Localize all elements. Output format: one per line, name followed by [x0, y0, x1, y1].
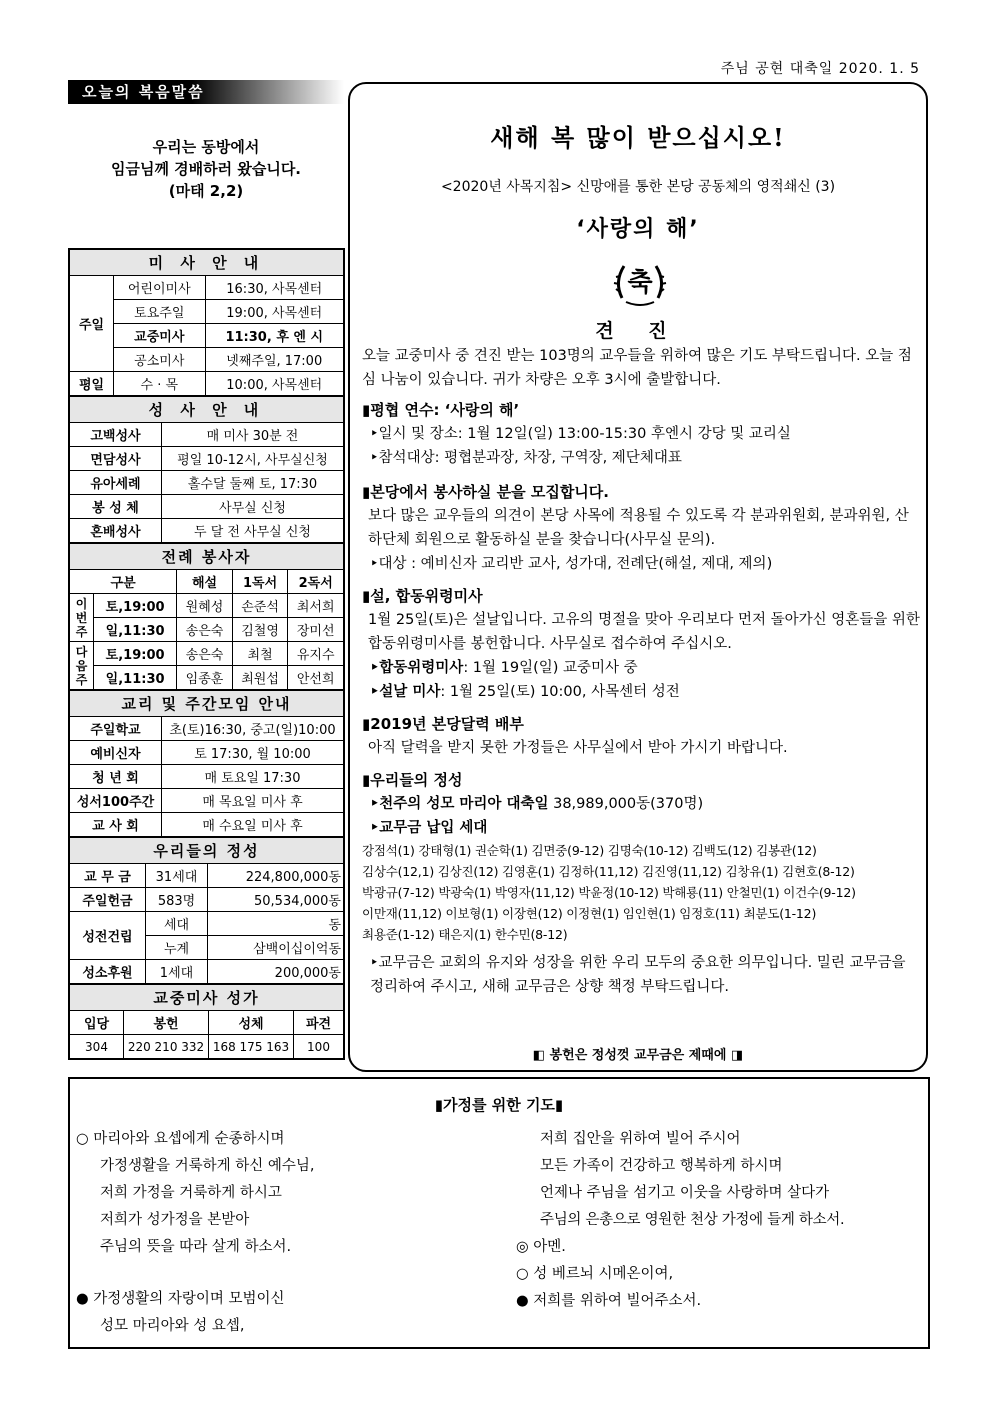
sacrament-name: 면담성사 [70, 447, 162, 471]
mass-name: 공소미사 [114, 348, 206, 372]
bullet-text: : 1월 19일(일) 교중미사 중 [463, 660, 638, 676]
hymn-header: 입당 [70, 1011, 124, 1035]
servers-header: 해설 [177, 570, 233, 594]
mass-name: 어린이미사 [114, 276, 206, 300]
section-lay-training: ▮평협 연수: ‘사랑의 해’ ‣일시 및 장소: 1월 12일(일) 13:00-15:30 후엔시 강당 및 교리실 ‣참석대상: 평협분과장, 차장, 구역장, 제단체대표 [362, 398, 922, 470]
section-title: 평협 연수: ‘사랑의 해’ [370, 401, 520, 419]
mass-name: 수 · 목 [114, 372, 206, 396]
catechism-name: 예비신자 [70, 741, 162, 765]
catechism-name: 교 사 회 [70, 813, 162, 837]
building-amount: 동 [208, 912, 344, 936]
building-name: 성전건립 [70, 912, 146, 960]
section-title: 본당에서 봉사하실 분을 모집합니다. [370, 483, 609, 501]
building-amount: 삼백이십이억동 [208, 936, 344, 960]
bullet-label: ‣합동위령미사 [370, 660, 464, 676]
server-time: 토,19:00 [94, 642, 177, 666]
prayer-line: 주님의 은총으로 영원한 천상 가정에 들게 하소서. [540, 1212, 845, 1228]
server-name: 김철영 [232, 618, 288, 642]
sunday-label: 주일 [70, 276, 114, 372]
server-name: 원혜성 [177, 594, 233, 618]
offering-count: 31세대 [146, 864, 208, 888]
offering-slogan: ◧ 봉헌은 정성껏 교무금은 제때에 ◨ [532, 1048, 744, 1063]
section-calendar: ▮2019년 본당달력 배부 아직 달력을 받지 못한 가정들은 사무실에서 받아 가시기 바랍니다. [362, 712, 922, 760]
prayer-left-column [76, 1126, 496, 1340]
confirmation-title: 견 진 [595, 320, 681, 342]
catechism-name: 성서100주간 [70, 789, 162, 813]
server-name: 최원섭 [232, 666, 288, 690]
confirmation-text: 오늘 교중미사 중 견진 받는 103명의 교우들을 위하여 많은 기도 부탁드립니다. 오늘 점심 나눔이 있습니다. 귀가 차량은 오후 3시에 출발합니다. [362, 348, 912, 388]
weekday-label: 평일 [70, 372, 114, 396]
donor-line: 이만재(11,12) 이보형(1) 이장현(12) 이정현(1) 임인현(1) 임정호(11) 최분도(1-12) [362, 906, 817, 921]
mass-info: 19:00, 사목센터 [205, 300, 343, 324]
donor-line: 김상수(12,1) 김상진(12) 김영훈(1) 김정하(11,12) 김진영(11,12) 김창유(1) 김현호(8-12) [362, 864, 855, 879]
server-name: 장미선 [288, 618, 344, 642]
server-name: 송은숙 [177, 618, 233, 642]
offering-amount: 50,534,000동 [208, 888, 344, 912]
catechism-title: 교리 및 주간모임 안내 [70, 691, 344, 717]
prayer-line: 가정생활을 거룩하게 하신 예수님, [100, 1158, 315, 1174]
hymn-header: 성체 [209, 1011, 294, 1035]
mass-info: 10:00, 사목센터 [205, 372, 343, 396]
donor-names [362, 840, 922, 945]
gospel-line: (마태 2,2) [168, 182, 244, 200]
prayer-line: 저희 가정을 거룩하게 하시고 [100, 1185, 282, 1201]
sacrament-name: 혼배성사 [70, 519, 162, 543]
sacrament-table [69, 396, 344, 543]
catechism-info: 매 수요일 미사 후 [162, 813, 344, 837]
sacrament-name: 고백성사 [70, 423, 162, 447]
bullet-label: ‣교무금 납입 세대 [370, 820, 488, 836]
servers-header: 1독서 [232, 570, 288, 594]
prayer-line: 저희 집안을 위하여 빌어 주시어 [540, 1131, 741, 1147]
sacrament-name: 유아세례 [70, 471, 162, 495]
section-title: 우리들의 정성 [370, 771, 463, 789]
server-name: 유지수 [288, 642, 344, 666]
offering-note-text: ‣교무금은 교회의 유지와 성장을 위한 우리 모두의 중요한 의무입니다. 밀린 교무금을 정리하여 주시고, 새해 교무금은 상향 책정 부탁드립니다. [370, 955, 906, 995]
server-name: 최철 [232, 642, 288, 666]
prayer-line: ◎ 아멘. [516, 1239, 566, 1255]
section-text: 1월 25일(토)은 설날입니다. 고유의 명절을 맞아 우리보다 먼저 돌아가신 영혼들을 위한 합동위령미사를 봉헌합니다. 사무실로 접수하여 주십시오. [368, 612, 920, 652]
mass-info: 16:30, 사목센터 [205, 276, 343, 300]
next-week-label: 다음주 [70, 642, 94, 690]
pastoral-guideline: <2020년 사목지침> 신망애를 통한 본당 공동체의 영적쇄신 (3) [440, 179, 836, 195]
prayer-line: ○ 성 베르뇌 시메온이여, [516, 1266, 674, 1282]
support-name: 성소후원 [70, 960, 146, 984]
prayer-line: 모든 가족이 건강하고 행복하게 하시며 [540, 1158, 783, 1174]
bullet-label: ‣천주의 성모 마리아 대축일 [370, 796, 549, 812]
sacrament-info: 홀수달 둘째 토, 17:30 [162, 471, 344, 495]
catechism-info: 토 17:30, 월 10:00 [162, 741, 344, 765]
sacrament-title: 성 사 안 내 [70, 397, 344, 423]
prayer-line: ● 가정생활의 자랑이며 모범이신 [76, 1291, 285, 1307]
prayer-line: 저희가 성가정을 본받아 [100, 1212, 250, 1228]
server-name: 최서희 [288, 594, 344, 618]
sacrament-info: 사무실 신청 [162, 495, 344, 519]
section-title: 설, 합동위령미사 [370, 587, 483, 605]
prayer-right-column [516, 1126, 926, 1315]
section-title: 2019년 본당달력 배부 [370, 715, 524, 733]
gospel-line: 임금님께 경배하러 왔습니다. [110, 160, 302, 178]
server-time: 일,11:30 [94, 618, 177, 642]
server-time: 토,19:00 [94, 594, 177, 618]
donor-line: 박광규(7-12) 박광숙(1) 박영자(11,12) 박윤정(10-12) 박해룡(11) 안철민(1) 이건수(9-12) [362, 885, 856, 900]
bullet-text: 38,989,000동(370명) [548, 796, 704, 812]
servers-header: 2독서 [288, 570, 344, 594]
catechism-table [69, 690, 344, 837]
server-name: 손준석 [232, 594, 288, 618]
offering-table [69, 837, 344, 984]
bullet-text: : 1월 25일(토) 10:00, 사목센터 성전 [440, 684, 680, 700]
section-text: 보다 많은 교우들의 의견이 본당 사목에 적용될 수 있도록 각 분과위원회, 분과위원, 산하단체 회원으로 활동하실 분을 찾습니다(사무실 문의). [368, 508, 909, 548]
mass-name: 토요주일 [114, 300, 206, 324]
sacrament-info: 평일 10-12시, 사무실신청 [162, 447, 344, 471]
hymn-value: 220 210 332 [124, 1035, 209, 1059]
gospel-verse [68, 136, 344, 202]
mass-name: 교중미사 [114, 324, 206, 348]
hymns-title: 교중미사 성가 [70, 985, 344, 1011]
prayer-line: 성모 마리아와 성 요셉, [100, 1318, 245, 1334]
year-title: ‘사랑의 해’ [576, 217, 700, 242]
gospel-title: 오늘의 복음말씀 [68, 80, 344, 104]
prayer-line: ● 저희를 위하여 빌어주소서. [516, 1293, 702, 1309]
new-year-greeting: 새해 복 많이 받으십시오! [490, 123, 786, 152]
gospel-line: 우리는 동방에서 [152, 138, 260, 156]
server-time: 일,11:30 [94, 666, 177, 690]
prayer-line: ○ 마리아와 요셉에게 순종하시며 [76, 1131, 285, 1147]
offering-name: 교 무 금 [70, 864, 146, 888]
offering-count: 583명 [146, 888, 208, 912]
catechism-info: 매 목요일 미사 후 [162, 789, 344, 813]
bullet-item: ‣일시 및 장소: 1월 12일(일) 13:00-15:30 후엔시 강당 및 교리실 [370, 426, 791, 442]
header-date: 주님 공현 대축일 2020. 1. 5 [720, 61, 920, 77]
hymn-header: 봉헌 [124, 1011, 209, 1035]
mass-info: 넷째주일, 17:00 [205, 348, 343, 372]
servers-table [69, 543, 344, 690]
hymn-value: 100 [294, 1035, 344, 1059]
catechism-info: 초(토)16:30, 중고(일)10:00 [162, 717, 344, 741]
support-amount: 200,000동 [208, 960, 344, 984]
server-name: 안선희 [288, 666, 344, 690]
building-count: 누계 [146, 936, 208, 960]
hymn-value: 168 175 163 [209, 1035, 294, 1059]
bullet-item: ‣대상 : 예비신자 교리반 교사, 성가대, 전례단(해설, 제대, 제의) [370, 556, 773, 572]
sacrament-name: 봉 성 체 [70, 495, 162, 519]
sacrament-info: 두 달 전 사무실 신청 [162, 519, 344, 543]
servers-title: 전례 봉사자 [70, 544, 344, 570]
servers-header: 구분 [70, 570, 177, 594]
bullet-item: ‣참석대상: 평협분과장, 차장, 구역장, 제단체대표 [370, 450, 682, 466]
offering-name: 주일헌금 [70, 888, 146, 912]
catechism-info: 매 토요일 17:30 [162, 765, 344, 789]
section-memorial-mass: ▮설, 합동위령미사 1월 25일(토)은 설날입니다. 고유의 명절을 맞아 우리보다 먼저 돌아가신 영혼들을 위한 합동위령미사를 봉헌합니다. 사무실로 접수하여 주십시오. ‣합동위령미사: 1월 19일(일) 교중미사 중 ‣설날 미사: 1월 25일(토) 10:00, 사목센터 성전 [362, 584, 922, 704]
server-name: 송은숙 [177, 642, 233, 666]
seal-character: 축 [627, 268, 653, 298]
prayer-line: 언제나 주님을 섬기고 이웃을 사랑하며 살다가 [540, 1185, 830, 1201]
section-offerings: ▮우리들의 정성 ‣천주의 성모 마리아 대축일 38,989,000동(370명) ‣교무금 납입 세대 강점석(1) 강태형(1) 권순학(1) 김면중(9-12) 김명숙(10-12) 김백도(12) 김봉관(12) 김상수(12,1) 김상진(12) 김영훈(1) 김정하(11,12) 김진영(11,12) 김창유(1) 김현호(8-12) 박광규(7-12) 박광숙(1) 박영자(11,12) 박윤정(10-12) 박해룡(11) 안철민(1) 이건수(9-12) 이만재(11,12) 이보형(1) 이장현(12) 이정현(1) 임인현(1) 임정호(11) 최분도(1-12) 최용준(1-12) 태은지(1) 한수민(8-12) ‣교무금은 교회의 유지와 성장을 위한 우리 모두의 중요한 의무입니다. 밀린 교무금을 정리하여 주시고, 새해 교무금은 상향 책정 부탁드립니다. [362, 768, 922, 999]
support-count: 1세대 [146, 960, 208, 984]
offering-title: 우리들의 정성 [70, 838, 344, 864]
catechism-name: 주일학교 [70, 717, 162, 741]
prayer-title: ▮가정를 위한 기도▮ [434, 1096, 564, 1114]
this-week-label: 이번주 [70, 594, 94, 642]
section-text: 아직 달력을 받지 못한 가정들은 사무실에서 받아 가시기 바랍니다. [368, 740, 788, 756]
donor-line: 최용준(1-12) 태은지(1) 한수민(8-12) [362, 927, 568, 942]
sacrament-info: 매 미사 30분 전 [162, 423, 344, 447]
building-count: 세대 [146, 912, 208, 936]
server-name: 임종훈 [177, 666, 233, 690]
celebration-seal-icon [612, 254, 668, 310]
hymn-value: 304 [70, 1035, 124, 1059]
donor-line: 강점석(1) 강태형(1) 권순학(1) 김면중(9-12) 김명숙(10-12) 김백도(12) 김봉관(12) [362, 843, 817, 858]
mass-table [69, 249, 344, 396]
section-volunteers: ▮본당에서 봉사하실 분을 모집합니다. 보다 많은 교우들의 의견이 본당 사목에 적용될 수 있도록 각 분과위원회, 분과위원, 산하단체 회원으로 활동하실 분을 찾습니다(사무실 문의). ‣대상 : 예비신자 교리반 교사, 성가대, 전례단(해설, 제대, 제의) [362, 480, 922, 576]
offering-amount: 224,800,000동 [208, 864, 344, 888]
left-info-tables [68, 248, 345, 1060]
mass-title: 미 사 안 내 [70, 250, 344, 276]
prayer-line: 주님의 뜻을 따라 살게 하소서. [100, 1239, 292, 1255]
catechism-name: 청 년 회 [70, 765, 162, 789]
bullet-label: ‣설날 미사 [370, 684, 441, 700]
hymn-header: 파견 [294, 1011, 344, 1035]
mass-info: 11:30, 후 엔 시 [205, 324, 343, 348]
hymns-table [69, 984, 344, 1059]
